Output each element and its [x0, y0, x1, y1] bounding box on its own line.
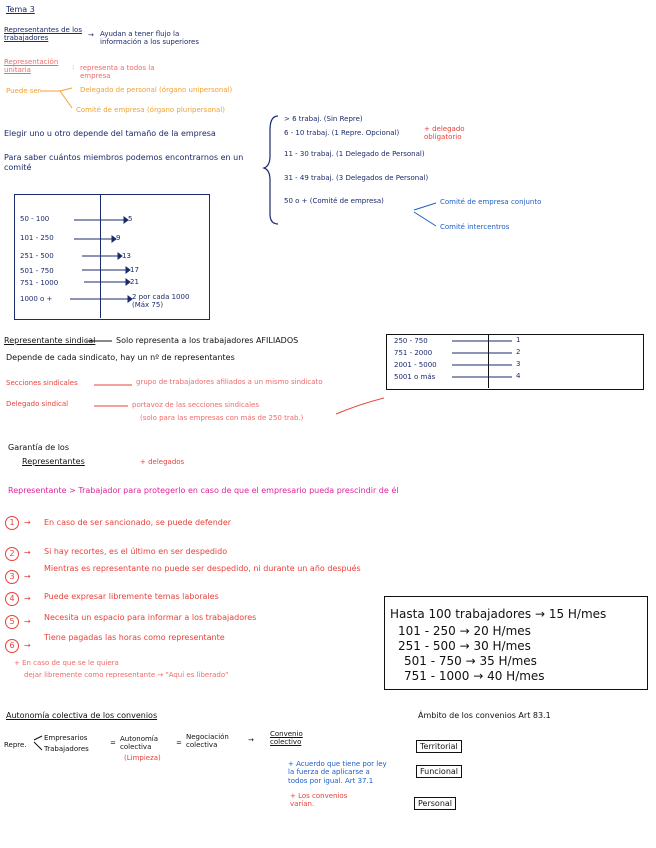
sindical-line2: Depende de cada sindicato, hay un nº de representantes: [6, 353, 235, 362]
ambito-item-1: Territorial: [416, 740, 462, 753]
table2-range-4: 5001 o más: [394, 373, 436, 381]
rep-unitaria-desc: representa a todos la empresa: [80, 64, 155, 81]
autonomia-convenio: Convenio colectivo: [270, 730, 303, 747]
saber-text: Para saber cuántos miembros podemos encontrarnos en un comité: [4, 153, 244, 172]
table2-value-1: 1: [516, 336, 521, 344]
garantia-text-5: Necesita un espacio para informar a los trabajadores: [44, 613, 257, 622]
table1-range-1: 50 - 100: [20, 215, 50, 223]
page-title: Tema 3: [6, 5, 35, 14]
autonomia-col: Autonomía colectiva: [120, 735, 159, 752]
table2-range-2: 751 - 2000: [394, 349, 433, 357]
brace-item-3: 11 - 30 trabaj. (1 Delegado de Personal): [284, 150, 425, 158]
autonomia-note1: + Acuerdo que tiene por ley la fuerza de aplicarse a todos por igual. Art 37.1: [288, 760, 387, 785]
autonomia-trabajadores: Trabajadores: [44, 745, 89, 753]
table1-value-6: 2 por cada 1000 (Máx 75): [132, 293, 190, 310]
rep-trab-desc: Ayudan a tener flujo la información a los superiores: [100, 30, 199, 47]
delegado-sind-desc: portavoz de las secciones sindicales: [132, 401, 259, 409]
table2-range-1: 250 - 750: [394, 337, 428, 345]
secciones-desc: grupo de trabajadores afiliados a un mismo sindicato: [136, 378, 323, 386]
garantia-text-4: Puede expresar libremente temas laborales: [44, 592, 219, 601]
garantia-text-1: En caso de ser sancionado, se puede defender: [44, 518, 232, 527]
autonomia-negociacion: Negociación colectiva: [186, 733, 229, 750]
sindical-desc: Solo representa a los trabajadores AFILIADOS: [116, 336, 299, 345]
autonomia-title: Autonomía colectiva de los convenios: [6, 711, 158, 720]
rep-trab-line: Representante > Trabajador para protegerlo en caso de que el empresario pueda prescindir de él: [8, 486, 399, 495]
garantia-num-4: 4: [5, 592, 19, 606]
garantia-note: + delegados: [140, 458, 185, 466]
table1-value-2: 9: [116, 234, 121, 242]
autonomia-empresarios: Empresarios: [44, 734, 88, 742]
rep-unitaria-label: Representación unitaria: [4, 58, 59, 75]
brace-shape: [264, 116, 278, 224]
garantia-title-l2: Representantes: [22, 457, 85, 466]
garantia-num-2: 2: [5, 547, 19, 561]
garantia-text-6: Tiene pagadas las horas como representante: [44, 633, 225, 642]
autonomia-note2: + Los convenios varían.: [290, 792, 348, 809]
puede-ser-opt2: Comité de empresa (órgano pluripersonal): [76, 106, 225, 114]
secciones-label: Secciones sindicales: [6, 379, 78, 387]
garantia-text-3: Mientras es representante no puede ser despedido, ni durante un año después: [44, 564, 361, 573]
garantia-num-1: 1: [5, 516, 19, 530]
delegado-sind-note: (solo para las empresas con más de 250 trab.): [140, 414, 304, 422]
garantia-title-l1: Garantía de los: [8, 443, 69, 452]
ambito-item-2: Funcional: [416, 765, 462, 778]
hours-line-1: Hasta 100 trabajadores → 15 H/mes: [390, 607, 607, 621]
table2-value-2: 2: [516, 348, 521, 356]
puede-ser-opt1: Delegado de personal (órgano unipersonal): [80, 86, 233, 94]
autonomia-limpieza: (Limpieza): [124, 754, 161, 762]
table1-value-3: 13: [122, 252, 131, 260]
table1-range-5: 751 - 1000: [20, 279, 59, 287]
garantia-num-3: 3: [5, 570, 19, 584]
table1-range-2: 101 - 250: [20, 234, 54, 242]
ambito-title: Ámbito de los convenios Art 83.1: [418, 711, 551, 720]
garantia-num-5: 5: [5, 615, 19, 629]
brace-note: + delegado obligatorio: [424, 125, 465, 141]
sindical-label: Representante sindical: [4, 336, 96, 345]
delegado-sind-label: Delegado sindical: [6, 400, 69, 408]
rep-trab-label: Representantes de los trabajadores: [4, 26, 82, 43]
extra-note-l2: dejar libremente como representante → "Aquí es liberado": [24, 671, 229, 679]
table1-range-6: 1000 o +: [20, 295, 53, 303]
table1-range-4: 501 - 750: [20, 267, 54, 275]
brace-item-4: 31 - 49 trabaj. (3 Delegados de Personal): [284, 174, 429, 182]
ambito-item-3: Personal: [414, 797, 456, 810]
table2-value-4: 4: [516, 372, 521, 380]
hours-line-5: 751 - 1000 → 40 H/mes: [404, 669, 545, 683]
puede-ser-label: Puede ser: [6, 87, 41, 95]
garantia-num-6: 6: [5, 639, 19, 653]
table2-value-3: 3: [516, 360, 521, 368]
table1-value-1: 5: [128, 215, 133, 223]
table1-value-5: 21: [130, 278, 139, 286]
autonomia-repre: Repre.: [4, 741, 27, 749]
hours-line-3: 251 - 500 → 30 H/mes: [398, 639, 531, 653]
table1-value-4: 17: [130, 266, 139, 274]
extra-note-l1: + En caso de que se le quiera: [14, 659, 119, 667]
comite-type-1: Comité de empresa conjunto: [440, 198, 542, 206]
garantia-text-2: Si hay recortes, es el último en ser despedido: [44, 547, 228, 556]
brace-item-2: 6 - 10 trabaj. (1 Repre. Opcional): [284, 129, 400, 137]
comite-type-2: Comité intercentros: [440, 223, 510, 231]
elegir-text: Elegir uno u otro depende del tamaño de la empresa: [4, 129, 216, 138]
hours-line-2: 101 - 250 → 20 H/mes: [398, 624, 531, 638]
brace-item-5: 50 o + (Comité de empresa): [284, 197, 384, 205]
table1-range-3: 251 - 500: [20, 252, 54, 260]
hours-line-4: 501 - 750 → 35 H/mes: [404, 654, 537, 668]
brace-item-1: > 6 trabaj. (Sin Repre): [284, 115, 363, 123]
table2-range-3: 2001 - 5000: [394, 361, 437, 369]
